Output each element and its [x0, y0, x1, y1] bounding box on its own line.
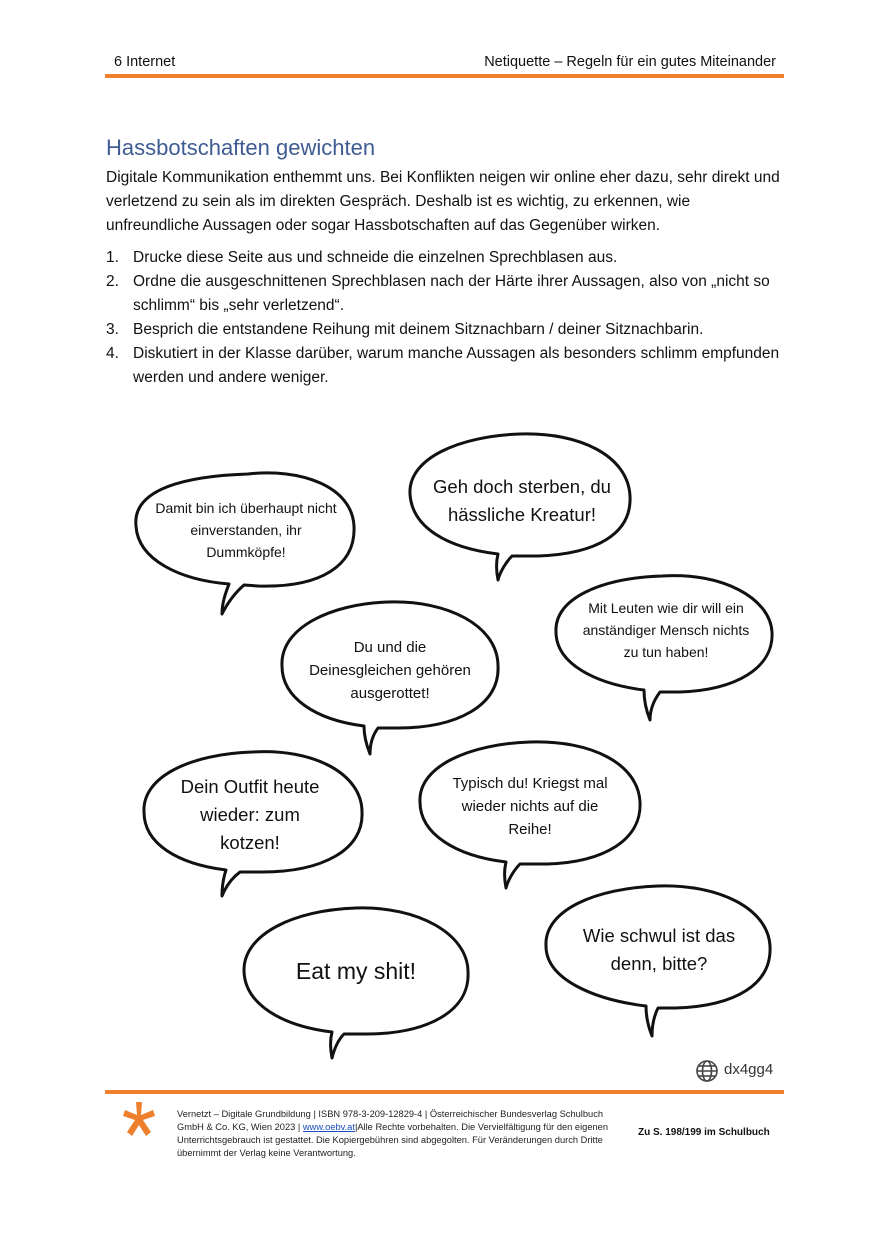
footer-text-b: |Alle Rechte vorbehalten. Die Vervielfältigung für den eigenen Unterrichtsgebrauch ist gestattet. Die Kopiergebühren sind abgegolten. Für Veränderungen durch Dritte übernimmt der Verlag keine Verantwortung. [177, 1122, 609, 1158]
bubble-text-8: Wie schwul ist das denn, bitte? [582, 925, 736, 974]
header-topic: Netiquette – Regeln für ein gutes Miteinander [484, 54, 776, 70]
step-number: 2. [106, 273, 119, 290]
bubble-text-6: Typisch du! Kriegst mal wieder nichts auf die Reihe! [452, 774, 608, 838]
footer-rule [105, 1090, 784, 1094]
online-code: dx4gg4 [724, 1061, 774, 1078]
step-text: Ordne die ausgeschnittenen Sprechblasen nach der Härte ihrer Aussagen, also von „nicht so schlimm“ bis „sehr verletzend“. [133, 273, 770, 314]
step-text: Diskutiert in der Klasse darüber, warum manche Aussagen als besonders schlimm empfunden werden und andere weniger. [133, 345, 780, 386]
intro-paragraph: Digitale Kommunikation enthemmt uns. Bei Konflikten neigen wir online eher dazu, sehr direkt und verletzend zu sein als im direkten Gespräch. Deshalb ist es wichtig, zu erkennen, wie unfreundliche Aussagen oder sogar Hassbotschaften auf das Gegenüber wirken. [106, 169, 780, 234]
bubble-text-2: Geh doch sterben, du hässliche Kreatur! [433, 476, 611, 525]
bubble-text-4: Du und die Deinesgleichen gehören ausgerottet! [309, 638, 471, 702]
bubble-text-5: Dein Outfit heute wieder: zum kotzen! [180, 776, 320, 853]
globe-icon [695, 1059, 719, 1083]
footer-text-a: Vernetzt – Digitale Grundbildung | ISBN 978-3-209-12829-4 | Österreichischer Bundesverlag Schulbuch GmbH & Co. KG, Wien 2023 | [177, 1109, 604, 1132]
footer-reference: Zu S. 198/199 im Schulbuch [638, 1127, 770, 1138]
step-number: 4. [106, 345, 119, 362]
publisher-logo-icon [120, 1102, 158, 1138]
step-text: Besprich die entstandene Reihung mit deinem Sitznachbarn / deiner Sitznachbarin. [133, 321, 704, 338]
publisher-link[interactable]: www.oebv.at [302, 1122, 355, 1132]
bubble-text-1: Damit bin ich überhaupt nicht einverstanden, ihr Dummköpfe! [155, 500, 337, 560]
step-number: 1. [106, 249, 119, 266]
bubble-text-3: Mit Leuten wie dir will ein anständiger Mensch nichts zu tun haben! [582, 600, 750, 660]
step-number: 3. [106, 321, 119, 338]
header-chapter: 6 Internet [114, 54, 176, 70]
bubble-text-7: Eat my shit! [295, 958, 417, 984]
page-title: Hassbotschaften gewichten [106, 135, 376, 160]
step-text: Drucke diese Seite aus und schneide die einzelnen Sprechblasen aus. [133, 249, 618, 266]
footer-copyright [177, 1108, 627, 1160]
